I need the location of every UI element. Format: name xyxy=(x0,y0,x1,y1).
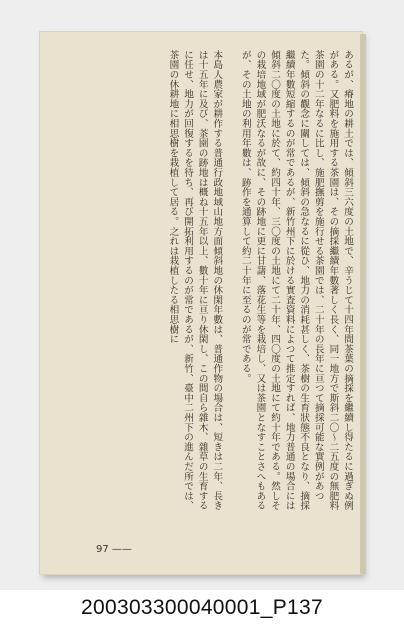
vertical-text-block xyxy=(92,50,354,518)
paragraph: 本島人農家が耕作する普通行政地域山地方面傾斜地の休閑年數は、普通作物の場合は、短きは二年、長きは十五年に及び、茶園の跡地は概ね十五年以上、數十年に亘り休閑し、この間自ら雜木、雜草の生育するに任せ、地力が回復するを待ち、再び開拓利用するのが常であるが、新竹、臺中二州下の進んだ所では、茶園の休耕地に相思樹を栽植して居る。之れは栽植したる相思樹に xyxy=(167,50,223,511)
page-edge xyxy=(360,34,366,574)
paragraph: あるが、瘠地の耕土では、傾斜三六度の土地で、辛うじて十四年間茶葉の摘採を繼續し得たるに過ぎぬ例がある。又肥料を施用する茶園は、その摘採繼續年數著しく長く、同一地方で斯斜二〇〜二五度の無肥料茶園の十二年なるに比し、施肥撫剪を施行せる茶園では、二十年の長年に亘つて摘採可能な實例があつた。傾斜の觀念に關しては、傾斜の急なるに從ひ、地力の消耗甚しく、茶樹の生育狀態不良となり、摘採繼續年數短縮するのが常であるが、新竹州下に於ける實査資料によつて推定すれば、地力普通の場合には傾斜二〇度の土地に於て、約四十年、三〇度の土地にて二十年、四〇度の土地にて約十年である。然しその栽培地域が肥沃なるが故に、その跡地に更に甘藷、落花生等を栽培し、又は茶園となすことさへもあるが、その土地の利用年數は、跡作を通算して約二十年に至るのが常である。 xyxy=(239,50,353,511)
archive-id-caption: 200303300040001_P137 xyxy=(81,596,323,619)
page-number: 97 —— xyxy=(96,544,132,555)
